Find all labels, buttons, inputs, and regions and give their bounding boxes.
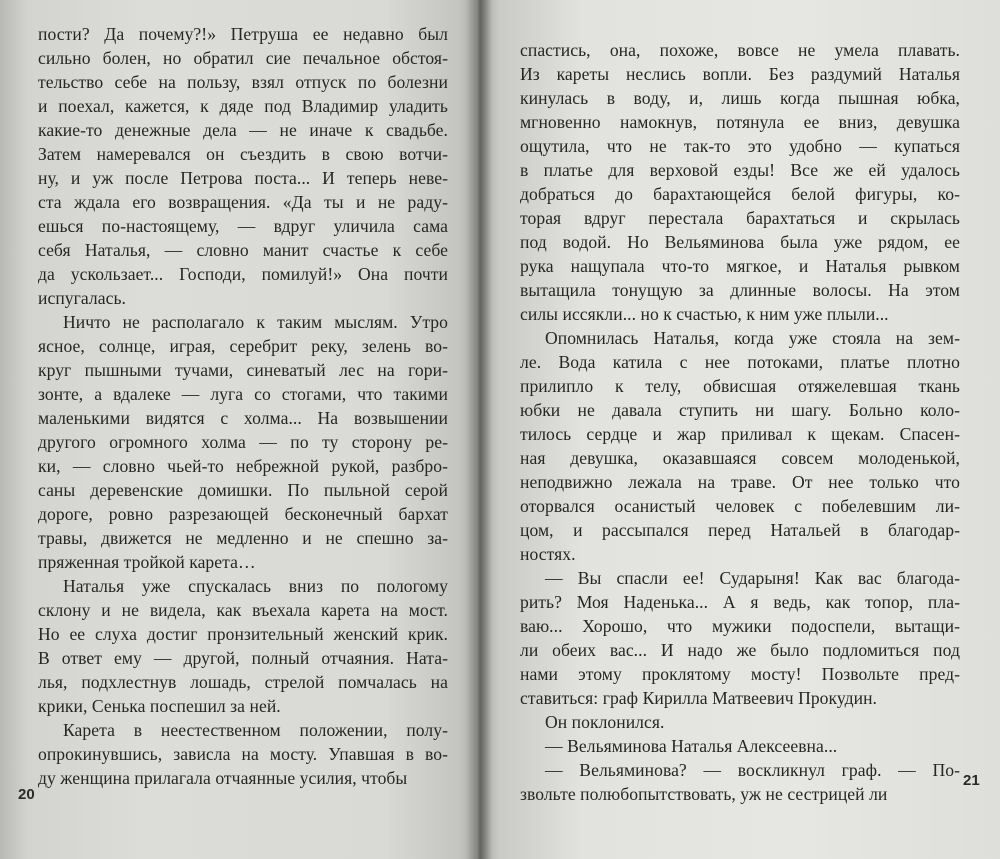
left-page-line: себя Наталья, — словно манит счастье к себе <box>38 240 448 260</box>
right-page-line: добраться до барахтающейся белой фигуры, ко- <box>520 184 960 204</box>
left-page-line: тельство себе на пользу, взял отпуск по болезни <box>38 72 448 92</box>
right-page-line: ле. Вода катила с нее потоками, платье плотно <box>520 352 960 372</box>
left-page-line: испугалась. <box>38 288 126 308</box>
right-page-line: ная девушка, оказавшаяся совсем молоденькой, <box>520 448 960 468</box>
right-page-line: в платье для верховой езды! Все же ей удалось <box>520 160 960 180</box>
left-page-line: сильно болен, но обратил сие печальное обстоя- <box>38 48 448 68</box>
right-page-line: тилось сердце и жар приливал к щекам. Спасен- <box>520 424 960 444</box>
left-page-line: травы, движется не медленно и не спешно за- <box>38 528 448 548</box>
right-page-line: звольте полюбопытствовать, уж не сестрицей ли <box>520 784 888 804</box>
left-page-line: маленькими видятся с холма... На возвышении <box>38 408 448 428</box>
left-page-line: В ответ ему — другой, полный отчаяния. Ната- <box>38 648 448 668</box>
right-page-line: — Вельяминова Наталья Алексеевна... <box>545 736 838 756</box>
left-page-line: Ничто не располагало к таким мыслям. Утро <box>63 312 448 332</box>
left-page-line: склону и не видела, как въехала карета на мост. <box>38 600 448 620</box>
left-page-line: ешься по-настоящему, — вдруг уличила сама <box>38 216 448 236</box>
right-page-number: 21 <box>963 772 980 789</box>
right-page-line: Опомнилась Наталья, когда уже стояла на зем- <box>545 328 960 348</box>
right-page-line: Из кареты неслись вопли. Без раздумий Наталья <box>520 64 960 84</box>
right-page-line: ваю... Хорошо, что мужики подоспели, вытащи- <box>520 616 960 636</box>
left-page-line: Наталья уже спускалась вниз по пологому <box>63 576 448 596</box>
right-page-line: спастись, она, похоже, вовсе не умела плавать. <box>520 40 960 60</box>
right-page-line: ставиться: граф Кирилла Матвеевич Прокудин. <box>520 688 877 708</box>
right-page-text <box>520 38 960 806</box>
left-page-line: ста ждала его возвращения. «Да ты и не раду- <box>38 192 448 212</box>
left-page-line: Но ее слуха достиг пронзительный женский крик. <box>38 624 448 644</box>
right-page-line: мгновенно намокнув, потянула ее вниз, девушка <box>520 112 960 132</box>
left-page-line: ду женщина прилагала отчаянные усилия, чтобы <box>38 768 408 788</box>
right-page-line: ощутила, что не так-то это удобно — купаться <box>520 136 960 156</box>
left-page-line: да ускользает... Господи, помилуй!» Она почти <box>38 264 448 284</box>
right-page-line: прилипло к телу, обвисшая отяжелевшая ткань <box>520 376 960 396</box>
left-page-line: ну, и уж после Петрова поста... И теперь неве- <box>38 168 448 188</box>
right-page-line: ностях. <box>520 544 576 564</box>
left-page-line: опрокинувшись, зависла на мосту. Упавшая в во- <box>38 744 448 764</box>
left-page-line: крики, Сенька поспешил за ней. <box>38 696 281 716</box>
right-page-line: рить? Моя Наденька... А я ведь, как топор, пла- <box>520 592 960 612</box>
right-page-line: под водой. Но Вельяминова была уже рядом, ее <box>520 232 960 252</box>
right-page-line: силы иссякли... но к счастью, к ним уже плыли... <box>520 304 889 324</box>
left-page-line: какие-то денежные дела — не иначе к свадьбе. <box>38 120 448 140</box>
left-page-line: саны деревенские домишки. По пыльной серой <box>38 480 448 500</box>
left-page-line: пряженная тройкой карета… <box>38 552 256 572</box>
left-page-line: ки, — словно чьей-то небрежной рукой, разбро- <box>38 456 448 476</box>
right-page-line: — Вельяминова? — воскликнул граф. — По- <box>545 760 960 780</box>
left-page-line: Карета в неестественном положении, полу- <box>63 720 448 740</box>
left-page-line: дороге, ровно разрезающей бесконечный бархат <box>38 504 448 524</box>
left-page-line: и поехал, кажется, к дяде под Владимир уладить <box>38 96 448 116</box>
right-page-line: нами этому проклятому мосту! Позвольте пред- <box>520 664 960 684</box>
right-page-line: рука нащупала что-то мягкое, и Наталья рывком <box>520 256 960 276</box>
right-page-line: цом, и рассыпался перед Натальей в благодар- <box>520 520 960 540</box>
right-page-line: торая вдруг перестала барахтаться и скрылась <box>520 208 960 228</box>
right-page-line: юбки не давала ступить ни шагу. Больно коло- <box>520 400 960 420</box>
left-page-line: ясное, солнце, играя, серебрит реку, зелень во- <box>38 336 448 356</box>
left-page-number: 20 <box>18 786 35 803</box>
right-page-line: Он поклонился. <box>545 712 665 732</box>
right-page-line: кинулась в воду, и, лишь когда пышная юбка, <box>520 88 960 108</box>
right-page-line: оторвался осанистый человек с побелевшим ли- <box>520 496 960 516</box>
right-page-line: неподвижно лежала на траве. От нее только что <box>520 472 960 492</box>
book-gutter <box>466 0 492 859</box>
left-page-line: круг пышными тучами, синеватый лес на гори- <box>38 360 448 380</box>
left-page-line: Затем намеревался он съездить в свою вотчи- <box>38 144 448 164</box>
right-page-line: вытащила тонущую за длинные волосы. На этом <box>520 280 960 300</box>
left-page-text <box>38 22 448 790</box>
right-page-line: — Вы спасли ее! Сударыня! Как вас благода- <box>545 568 960 588</box>
right-page-line: ли обеих вас... И надо же было подломиться под <box>520 640 960 660</box>
left-page-line: лья, подхлестнув лошадь, стрелой помчалась на <box>38 672 448 692</box>
left-page-line: зонте, а вдалеке — луга со стогами, что такими <box>38 384 448 404</box>
left-page-line: другого огромного холма — по ту сторону ре- <box>38 432 448 452</box>
left-page-line: пости? Да почему?!» Петруша ее недавно был <box>38 24 448 44</box>
